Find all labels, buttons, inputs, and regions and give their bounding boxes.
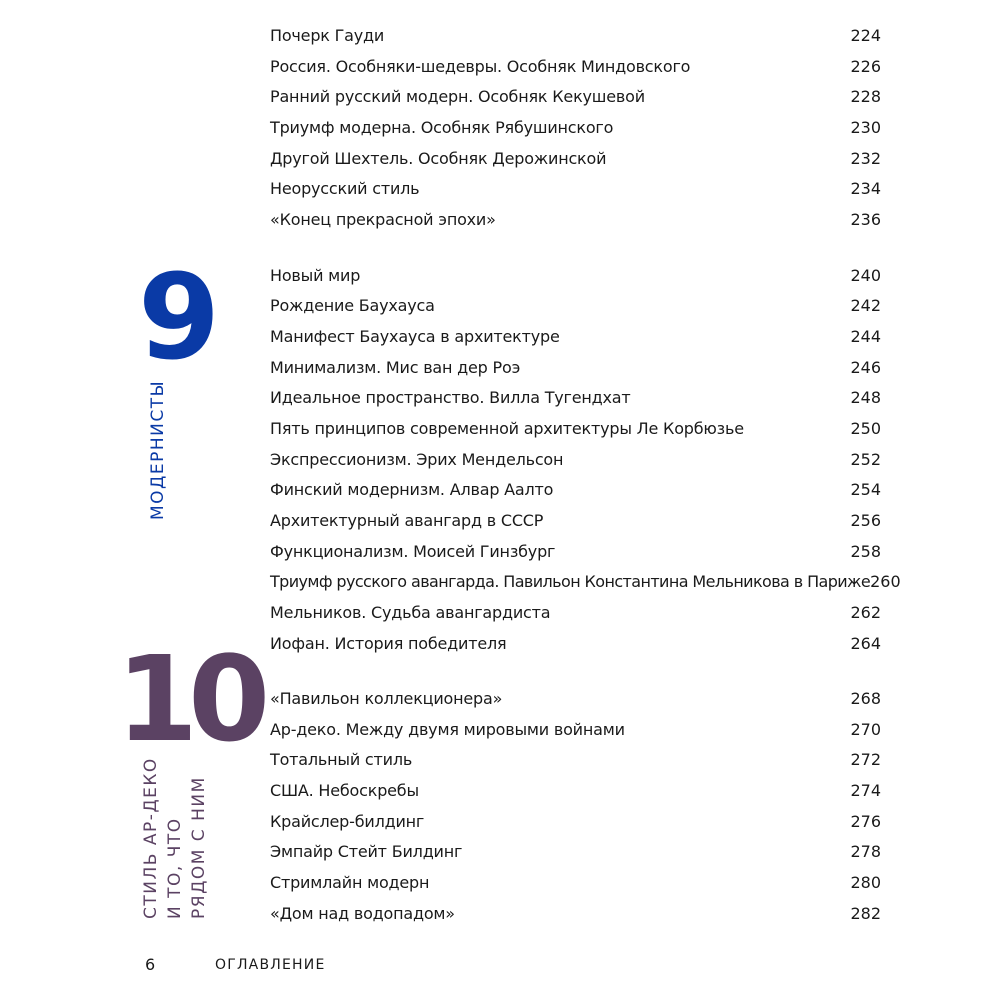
toc-entry-page: 226 (850, 57, 881, 76)
toc-entry-page: 280 (850, 873, 881, 892)
toc-entry-title: Экспрессионизм. Эрих Мендельсон (270, 450, 564, 469)
toc-entry-title: Функционализм. Моисей Гинзбург (270, 542, 556, 561)
toc-entry (270, 24, 881, 48)
toc-entry-page: 234 (850, 179, 881, 198)
toc-entry (270, 601, 881, 625)
chapter-10-number: 10 (116, 630, 261, 768)
toc-entry-page: 232 (850, 149, 881, 168)
toc-entry-page: 272 (850, 750, 881, 769)
toc-entry-title: Почерк Гауди (270, 26, 385, 45)
toc-entry (270, 718, 881, 742)
toc-entry-page: 262 (850, 603, 881, 622)
toc-entry-title: Идеальное пространство. Вилла Тугендхат (270, 388, 631, 407)
toc-entry-page: 274 (850, 781, 881, 800)
toc-entry-title: «Дом над водопадом» (270, 904, 455, 923)
toc-entry-title: Финский модернизм. Алвар Аалто (270, 480, 554, 499)
toc-entry (270, 264, 881, 288)
toc-entry-title: Триумф русского авангарда. Павильон Константина Мельникова в Париже (270, 572, 871, 591)
toc-entry (270, 116, 881, 140)
toc-entry (270, 540, 881, 564)
toc-entry-title: Крайслер-билдинг (270, 812, 425, 831)
toc-entry (270, 509, 881, 533)
chapter-10-title-line: РЯДОМ С НИМ (189, 776, 209, 919)
toc-entry-title: Манифест Баухауса в архитектуре (270, 327, 560, 346)
footer-page-number: 6 (145, 955, 156, 974)
toc-entry-page: 256 (850, 511, 881, 530)
toc-entry-page: 278 (850, 842, 881, 861)
chapter-9-title: МОДЕРНИСТЫ (148, 379, 168, 520)
toc-entry (270, 632, 881, 656)
toc-entry-title: Триумф модерна. Особняк Рябушинского (270, 118, 614, 137)
toc-entry (270, 147, 881, 171)
toc-entry (270, 417, 881, 441)
toc-entry-title: Пять принципов современной архитектуры Ле Корбюзье (270, 419, 744, 438)
toc-entry (270, 325, 881, 349)
toc-entry-page: 228 (850, 87, 881, 106)
chapter-10-title-line: СТИЛЬ АР-ДЕКО (141, 757, 161, 919)
toc-entry-title: Архитектурный авангард в СССР (270, 511, 544, 530)
toc-entry-page: 246 (850, 358, 881, 377)
toc-entry-page: 264 (850, 634, 881, 653)
toc-entry-title: Рождение Баухауса (270, 296, 435, 315)
toc-entry-title: США. Небоскребы (270, 781, 419, 800)
toc-entry-title: Эмпайр Стейт Билдинг (270, 842, 463, 861)
toc-entry-page: 242 (850, 296, 881, 315)
toc-entry-title: Тотальный стиль (270, 750, 413, 769)
toc-entry-page: 260 (870, 572, 901, 591)
toc-entry-page: 254 (850, 480, 881, 499)
footer-section-label: ОГЛАВЛЕНИЕ (215, 957, 326, 973)
toc-entry-page: 276 (850, 812, 881, 831)
toc-entry (270, 840, 881, 864)
toc-entry-title: Мельников. Судьба авангардиста (270, 603, 551, 622)
toc-entry (270, 448, 881, 472)
toc-entry-page: 268 (850, 689, 881, 708)
toc-entry-page: 244 (850, 327, 881, 346)
toc-entry (270, 687, 881, 711)
toc-entry (270, 810, 881, 834)
toc-entry (270, 208, 881, 232)
toc-entry-page: 236 (850, 210, 881, 229)
toc-entry (270, 478, 881, 502)
chapter-10-title-line: И ТО, ЧТО (165, 817, 185, 919)
toc-entry-page: 224 (850, 26, 881, 45)
toc-entry-title: Ар-деко. Между двумя мировыми войнами (270, 720, 625, 739)
toc-entry-page: 282 (850, 904, 881, 923)
toc-entry-title: «Павильон коллекционера» (270, 689, 503, 708)
toc-entry (270, 570, 901, 594)
toc-entry-page: 270 (850, 720, 881, 739)
toc-entry-page: 230 (850, 118, 881, 137)
toc-entry (270, 294, 881, 318)
toc-entry-page: 258 (850, 542, 881, 561)
toc-entry-page: 240 (850, 266, 881, 285)
toc-entry-title: Россия. Особняки-шедевры. Особняк Миндовского (270, 57, 691, 76)
toc-entry-page: 250 (850, 419, 881, 438)
toc-entry (270, 386, 881, 410)
toc-entry-title: Стримлайн модерн (270, 873, 430, 892)
chapter-9-number: 9 (138, 248, 217, 386)
toc-entry-title: Минимализм. Мис ван дер Роэ (270, 358, 521, 377)
toc-entry (270, 55, 881, 79)
toc-entry (270, 85, 881, 109)
toc-entry-page: 248 (850, 388, 881, 407)
toc-entry (270, 177, 881, 201)
toc-entry-title: Новый мир (270, 266, 361, 285)
toc-entry (270, 779, 881, 803)
toc-entry (270, 356, 881, 380)
toc-entry-title: Иофан. История победителя (270, 634, 507, 653)
toc-entry (270, 902, 881, 926)
toc-entry-page: 252 (850, 450, 881, 469)
toc-entry (270, 871, 881, 895)
toc-entry-title: «Конец прекрасной эпохи» (270, 210, 496, 229)
toc-entry (270, 748, 881, 772)
toc-entry-title: Другой Шехтель. Особняк Дерожинской (270, 149, 607, 168)
toc-entry-title: Неорусский стиль (270, 179, 420, 198)
toc-entry-title: Ранний русский модерн. Особняк Кекушевой (270, 87, 645, 106)
